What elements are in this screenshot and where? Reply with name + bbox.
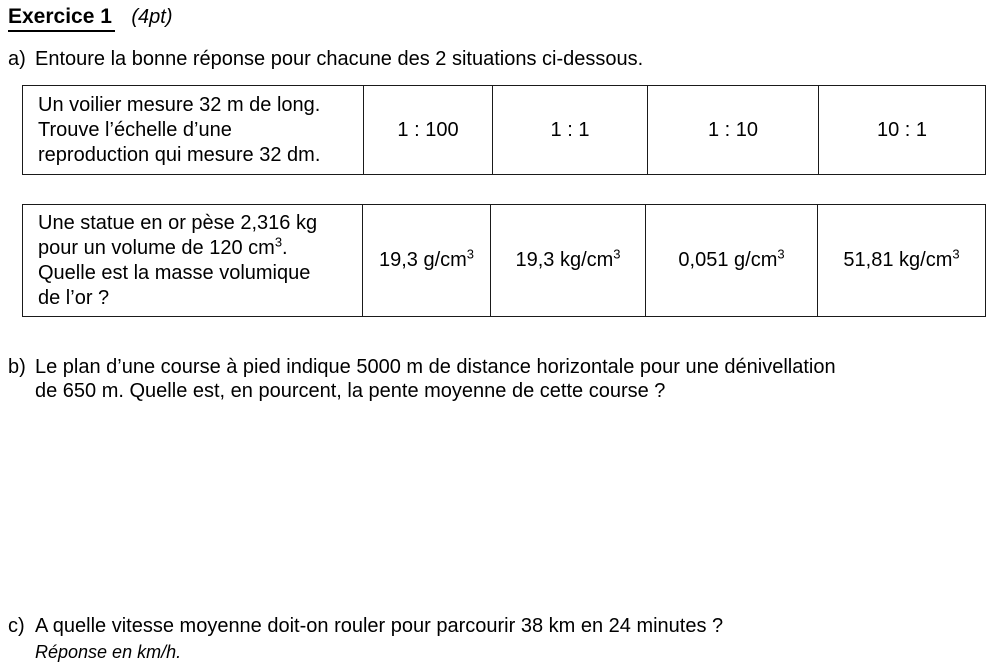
exercise-header [8,5,173,32]
exercise-points: (4pt) [131,6,173,28]
question-b-line-2: de 650 m. Quelle est, en pourcent, la pente moyenne de cette course ? [35,380,666,402]
density-question-cell [23,205,363,317]
density-question-line-3: Quelle est la masse volumique [38,261,311,284]
scale-option-3[interactable]: 1 : 10 [648,86,819,175]
density-option-1[interactable] [363,205,491,317]
superscript-exponent: 3 [613,246,621,262]
scale-question-cell [23,86,364,175]
question-a [8,47,643,71]
question-c-label: c) [8,615,25,637]
density-option-3[interactable] [646,205,818,317]
superscript-exponent: 3 [274,233,283,249]
density-option-4-value: 51,81 kg/cm [843,249,953,271]
superscript-exponent: 3 [777,246,785,262]
density-option-1-value: 19,3 g/cm [378,249,467,271]
question-c [8,614,723,663]
question-c-note: Réponse en km/h. [35,642,182,662]
density-question-line-1: Une statue en or pèse 2,316 kg [38,211,318,234]
density-choice-row [23,205,986,317]
question-a-label: a) [8,48,26,70]
scale-question-line-2: Trouve l’échelle d’une [38,118,232,141]
scale-choice-table [22,85,986,175]
density-choice-table [22,204,986,317]
exercise-title: Exercice 1 [8,5,115,32]
scale-option-2[interactable]: 1 : 1 [493,86,648,175]
question-b [8,355,836,403]
density-question-line-2-text: pour un volume de 120 cm [38,236,275,259]
scale-question-line-1: Un voilier mesure 32 m de long. [38,93,321,116]
density-option-2[interactable] [491,205,646,317]
question-c-text [35,614,723,663]
density-option-3-value: 0,051 g/cm [678,249,778,271]
scale-question-line-3: reproduction qui mesure 32 dm. [38,143,321,166]
scale-option-4[interactable]: 10 : 1 [819,86,986,175]
density-question-line-2 [38,233,354,261]
density-question-line-4: de l’or ? [38,286,110,309]
question-a-text: Entoure la bonne réponse pour chacune des 2 situations ci-dessous. [35,48,644,70]
scale-option-1[interactable]: 1 : 100 [364,86,493,175]
question-c-line: A quelle vitesse moyenne doit-on rouler pour parcourir 38 km en 24 minutes ? [35,615,724,637]
superscript-exponent: 3 [466,246,475,262]
question-b-label: b) [8,356,26,378]
question-b-line-1: Le plan d’une course à pied indique 5000 m de distance horizontale pour une dénivellation [35,356,836,378]
density-option-2-value: 19,3 kg/cm [515,249,614,271]
density-option-4[interactable] [818,205,986,317]
scale-choice-row [23,86,986,175]
superscript-exponent: 3 [952,246,960,262]
question-b-text [35,355,836,403]
density-question-line-2-tail: . [282,236,288,259]
